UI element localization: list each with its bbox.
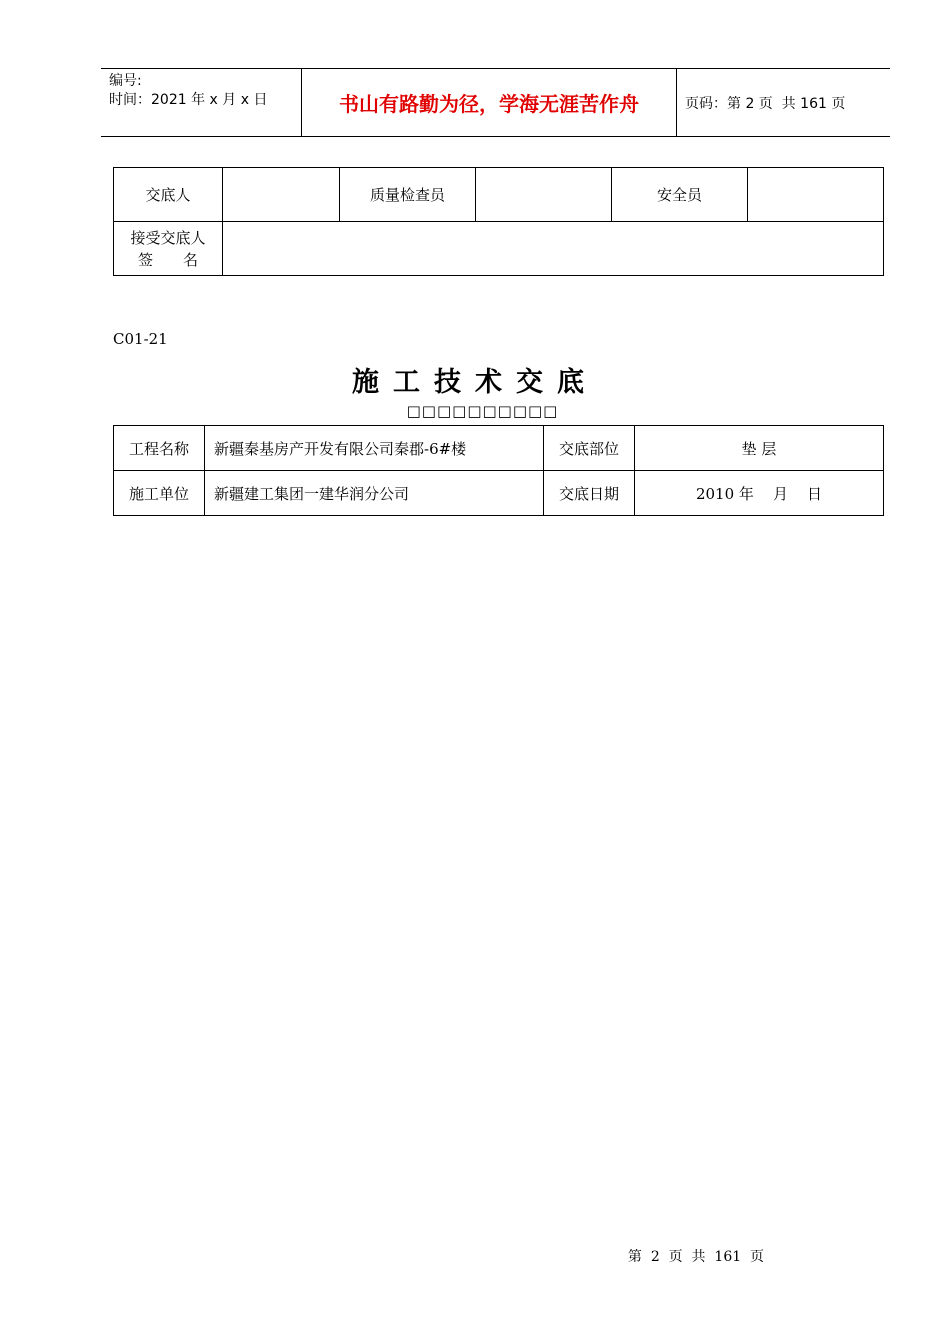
safety-officer-label: 安全员 bbox=[612, 168, 748, 222]
page-header bbox=[101, 68, 890, 137]
receiver-label-line1: 接受交底人 bbox=[130, 228, 206, 247]
signature-table bbox=[113, 167, 884, 276]
quality-inspector-label: 质量检查员 bbox=[340, 168, 476, 222]
receiver-signature-field[interactable] bbox=[223, 222, 884, 276]
safety-officer-field[interactable] bbox=[748, 168, 884, 222]
header-motto: 书山有路勤为径，学海无涯苦作舟 bbox=[301, 69, 677, 136]
time-label: 时间：2021 年 x 月 x 日 bbox=[109, 92, 268, 108]
receiver-label-line2: 签 名 bbox=[137, 250, 198, 269]
disclosure-part-value: 垫 层 bbox=[635, 426, 884, 471]
header-page-label: 页码：第 2 页 共 161 页 bbox=[685, 95, 846, 112]
project-info-table bbox=[113, 425, 884, 516]
header-meta bbox=[101, 69, 301, 136]
page-footer: 第 2 页 共 161 页 bbox=[627, 1249, 765, 1265]
quality-inspector-field[interactable] bbox=[476, 168, 612, 222]
disclosure-date-value: 2010 年 月 日 bbox=[635, 471, 884, 516]
discloser-field[interactable] bbox=[223, 168, 340, 222]
project-name-value: 新疆秦基房产开发有限公司秦郡-6#楼 bbox=[205, 426, 544, 471]
disclosure-date-label: 交底日期 bbox=[544, 471, 635, 516]
project-name-label: 工程名称 bbox=[114, 426, 205, 471]
disclosure-part-label: 交底部位 bbox=[544, 426, 635, 471]
form-code: C01-21 bbox=[113, 330, 168, 348]
document-title: 施工技术交底 bbox=[352, 367, 598, 398]
receiver-signature-label bbox=[114, 222, 223, 276]
document-subtitle: □□□□□□□□□□ bbox=[406, 402, 559, 420]
construction-unit-label: 施工单位 bbox=[114, 471, 205, 516]
construction-unit-value: 新疆建工集团一建华润分公司 bbox=[205, 471, 544, 516]
discloser-label: 交底人 bbox=[114, 168, 223, 222]
number-label: 编号: bbox=[109, 73, 142, 89]
